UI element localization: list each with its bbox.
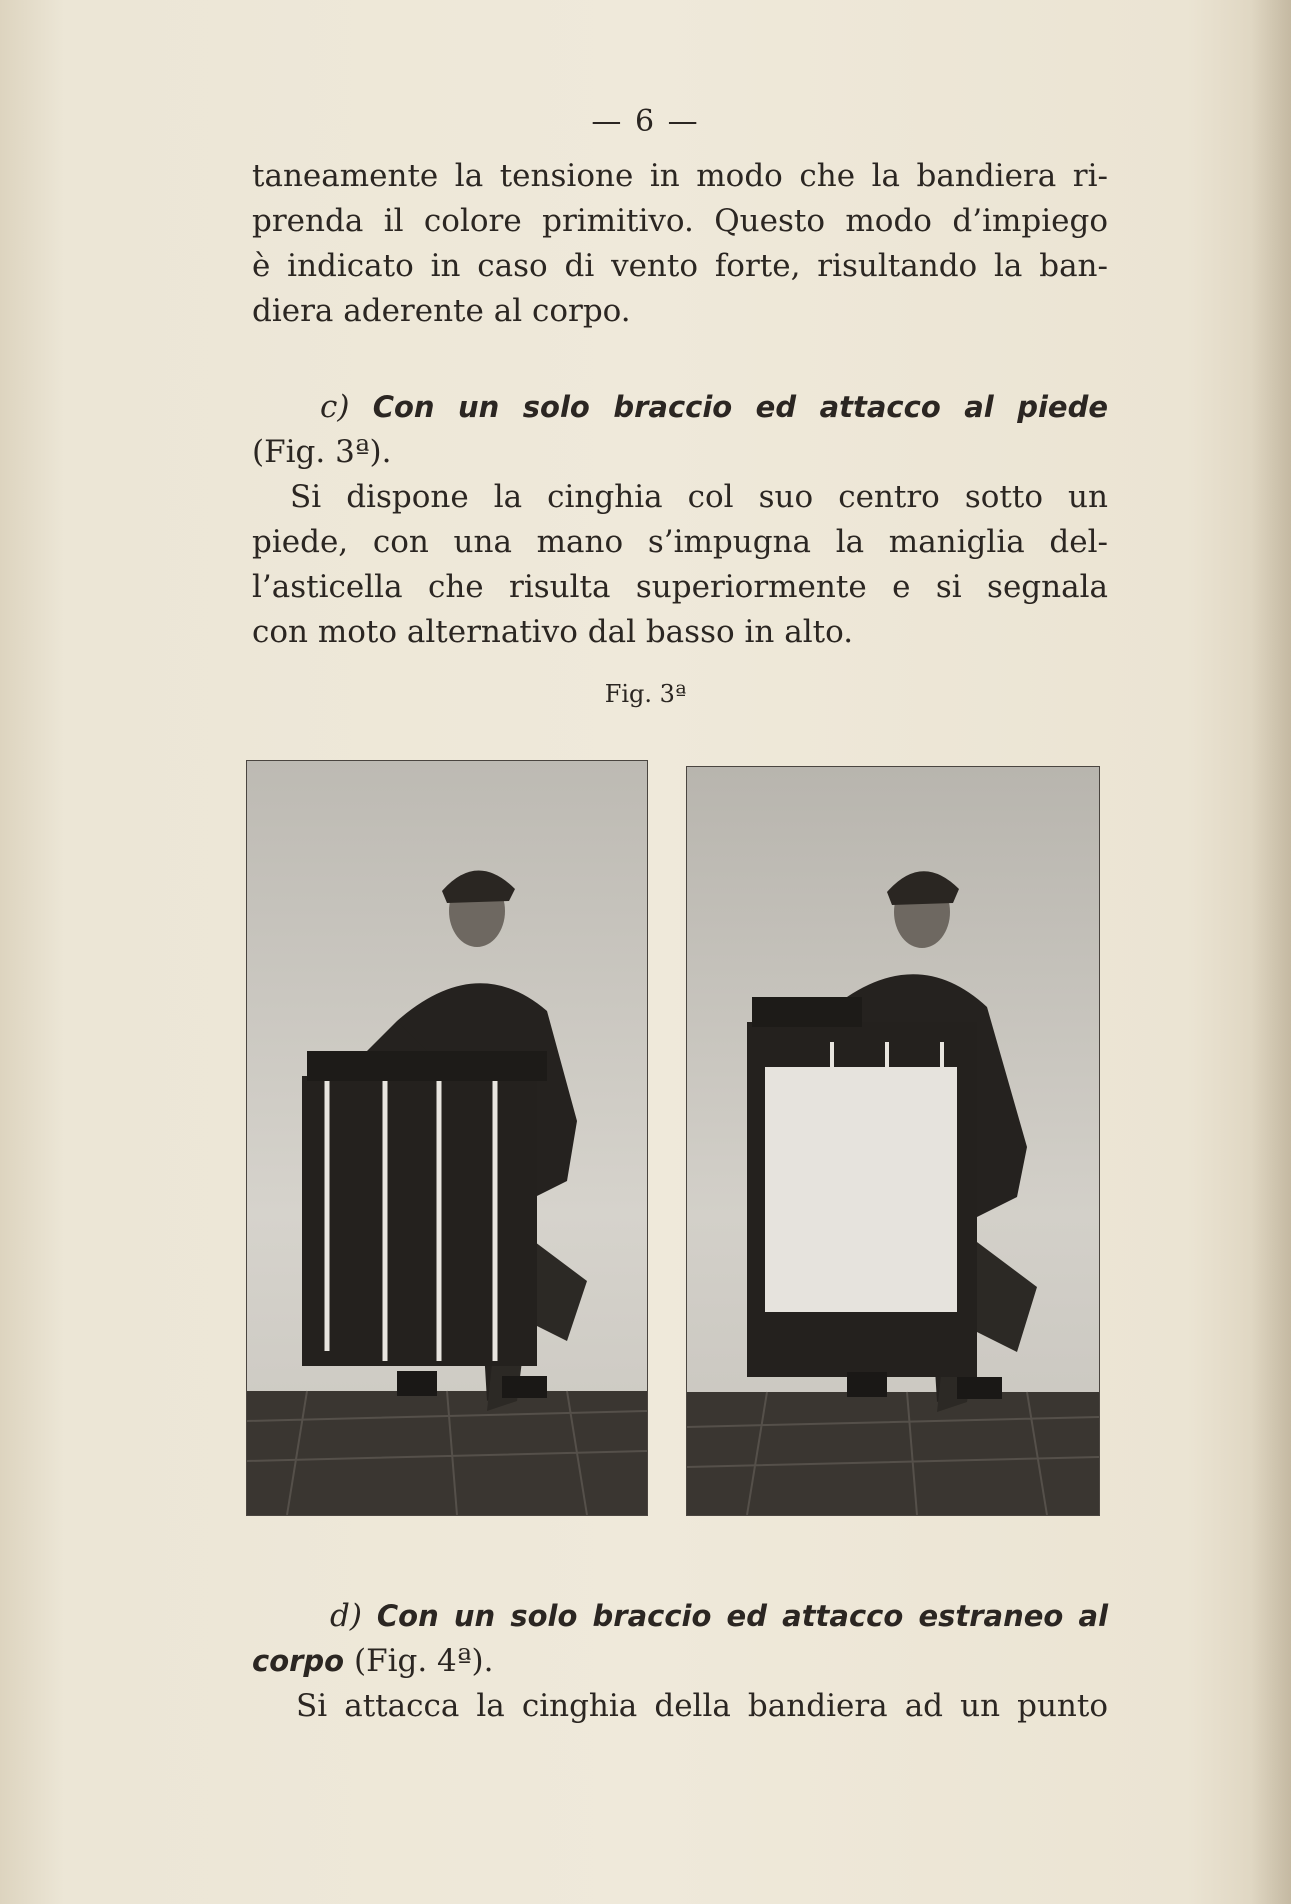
intro-paragraph [252,154,1108,334]
text-line: con moto alternativo dal basso in alto. [252,614,854,650]
page-number: — 6 — [591,104,700,139]
text-line: piede, con una mano s’impugna la maniglia del- [252,524,1108,560]
section-d-title-cont: corpo [252,1644,345,1678]
text-line: Si dispone la cinghia col suo centro sotto un [290,479,1108,515]
text-line: prenda il colore primitivo. Questo modo d’impiego [252,203,1108,239]
section-d-ref: (Fig. 4ª). [353,1643,494,1679]
text-line: Si attacca la cinghia della bandiera ad un punto [296,1688,1108,1724]
section-c [252,385,1108,655]
section-d-heading-cont [252,1639,1108,1684]
section-d-title: Con un solo braccio ed attacco estraneo al [376,1599,1109,1633]
text-line: diera aderente al corpo. [252,293,631,329]
section-c-letter: c) [320,389,350,425]
figure-caption: Fig. 3ª [604,680,687,708]
page-edge-shadow [1251,0,1291,1904]
text-line: è indicato in caso di vento forte, risultando la ban- [252,248,1108,284]
soldier-striped-flag-image [247,761,647,1515]
text-line: taneamente la tensione in modo che la bandiera ri- [252,158,1108,194]
figure-photo-left [246,760,648,1516]
section-d [252,1594,1108,1729]
section-c-heading [252,385,1108,430]
text-line: l’asticella che risulta superiormente e si segnala [252,569,1108,605]
section-c-title: Con un solo braccio ed attacco al piede [372,390,1108,424]
section-d-heading [252,1594,1108,1639]
figure-photo-right [686,766,1100,1516]
soldier-white-panel-flag-image [687,767,1099,1515]
section-d-letter: d) [330,1598,362,1634]
section-c-ref: (Fig. 3ª). [252,434,392,470]
